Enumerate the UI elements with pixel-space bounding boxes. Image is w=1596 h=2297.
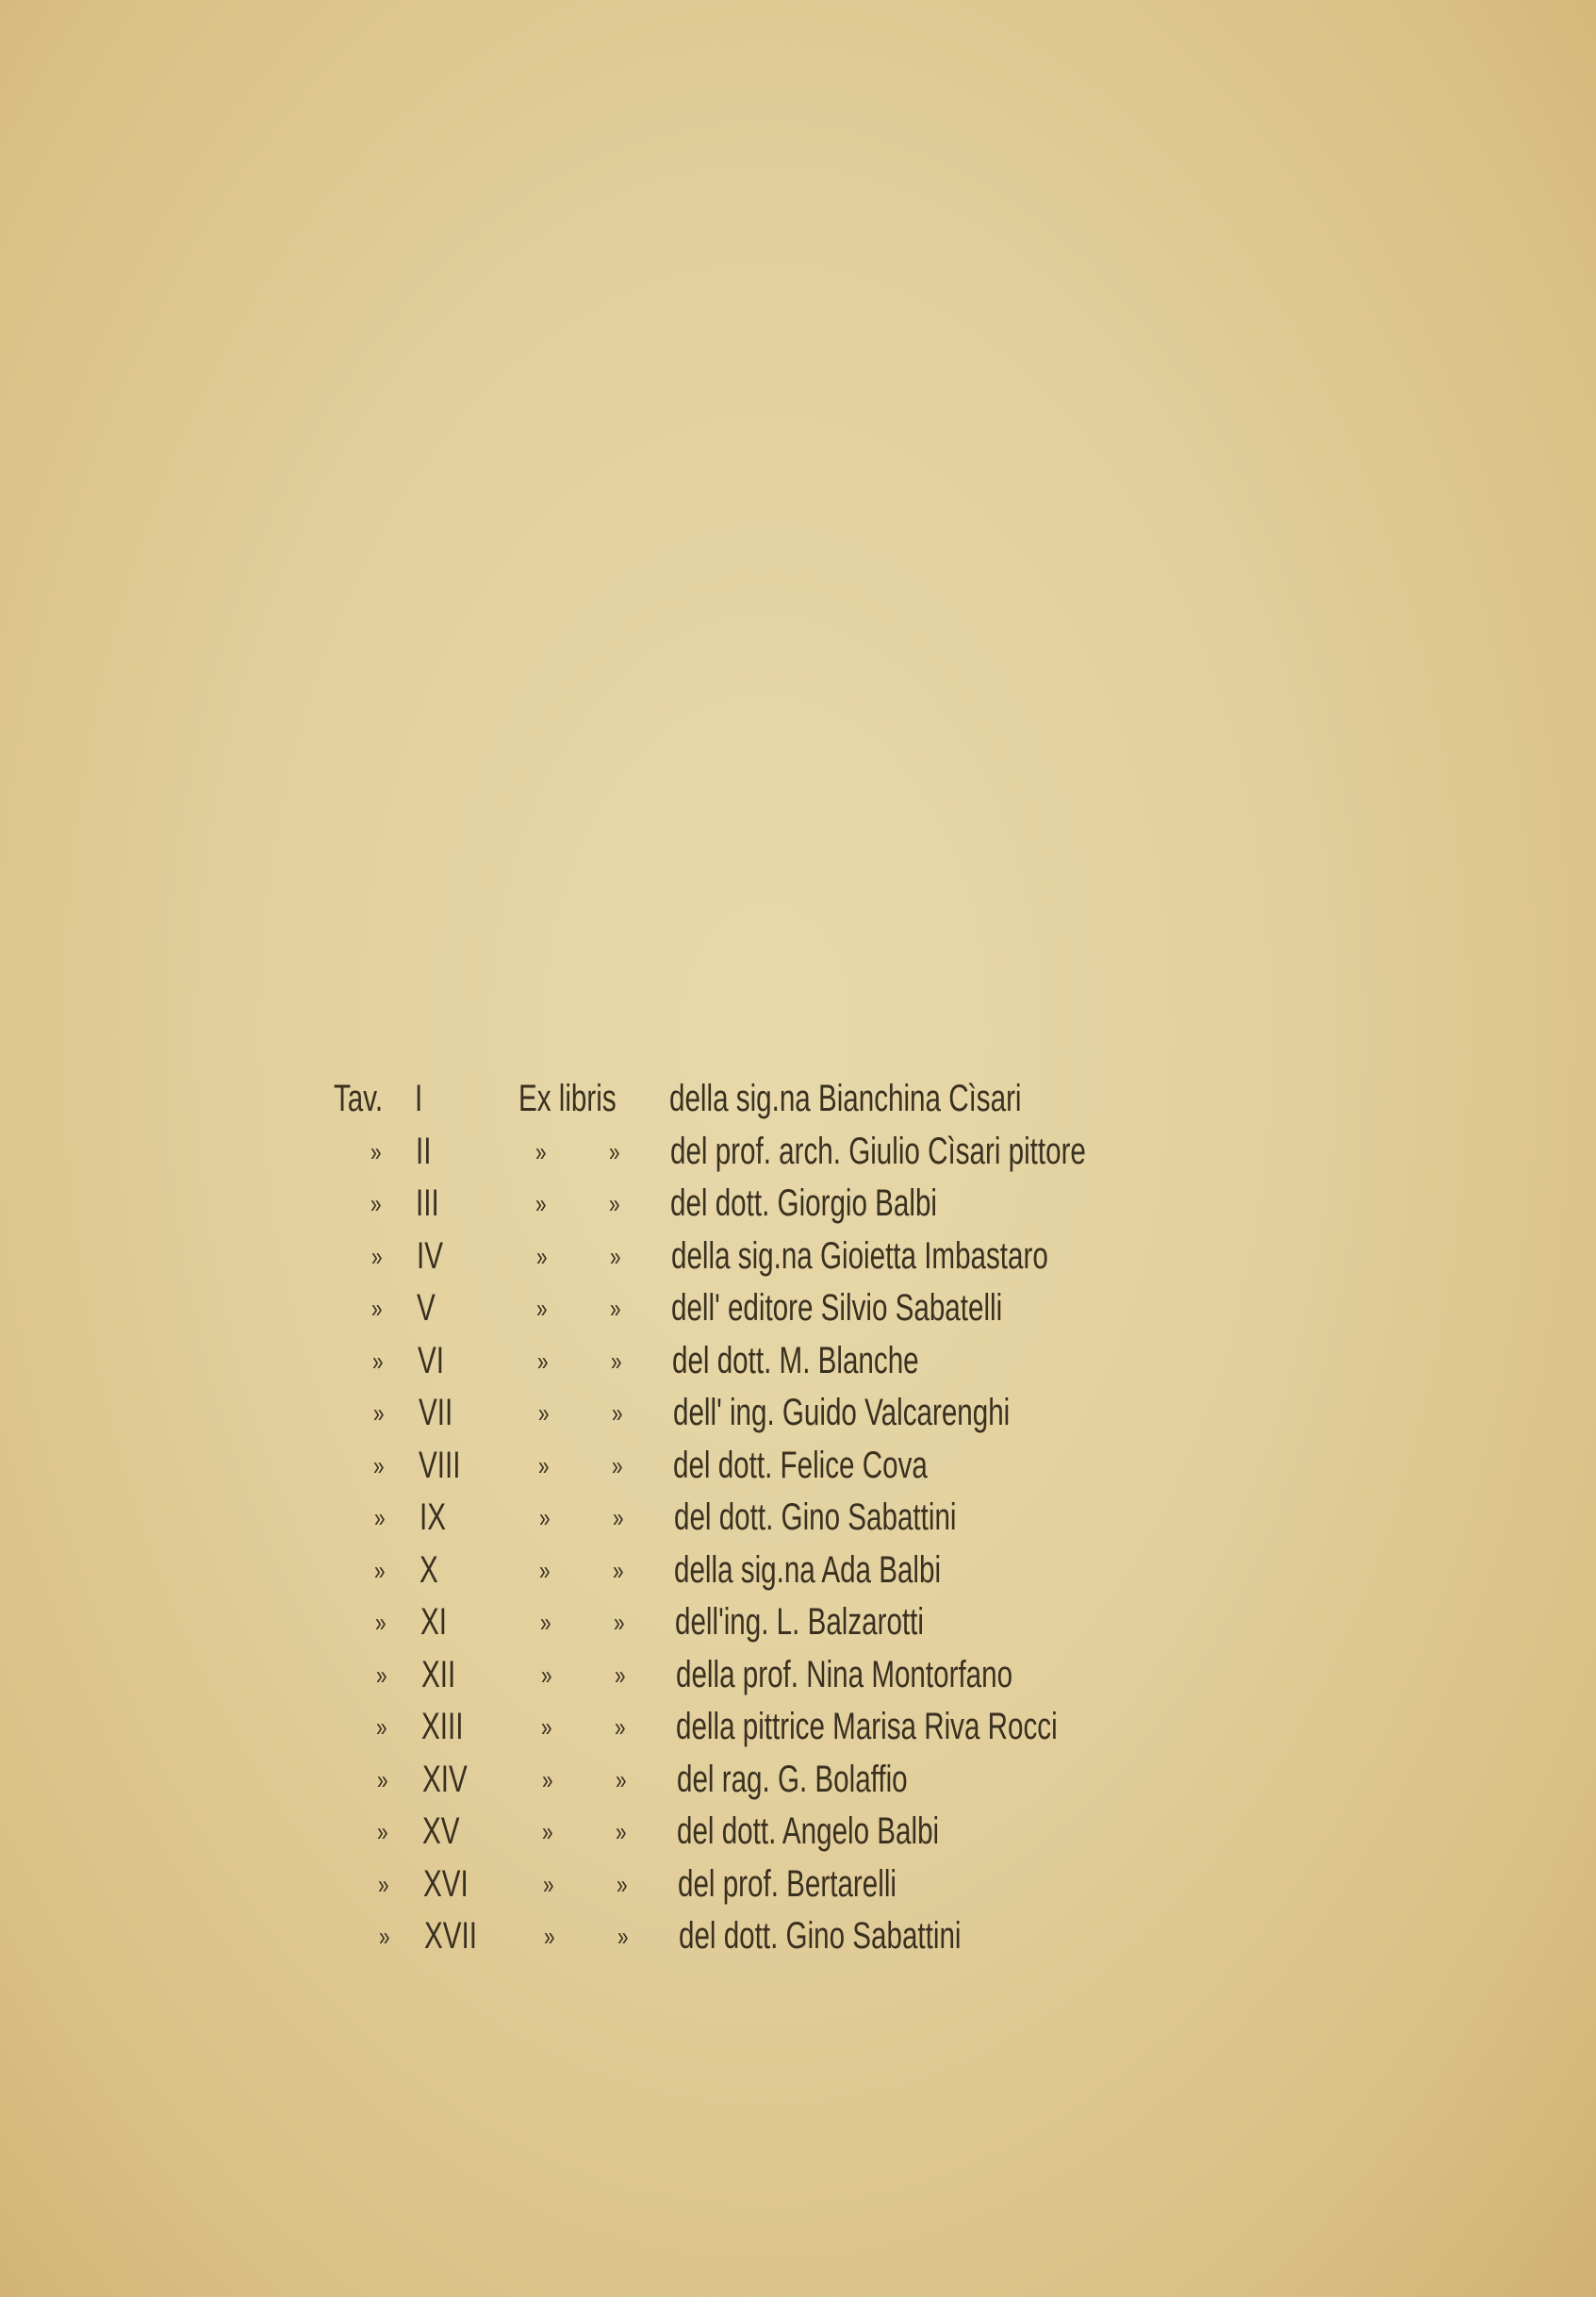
ditto-mark: »: [372, 1346, 384, 1376]
owner-description: del dott. Giorgio Balbi: [670, 1182, 938, 1224]
ditto-mark: »: [609, 1189, 620, 1218]
ditto-mark: »: [609, 1136, 620, 1166]
plate-number: IV: [417, 1234, 443, 1277]
ditto-mark: »: [610, 1294, 621, 1323]
owner-description: dell' ing. Guido Valcarenghi: [673, 1392, 1011, 1433]
ditto-mark: »: [536, 1294, 548, 1323]
plate-number: II: [416, 1130, 432, 1172]
ditto-mark: »: [612, 1398, 623, 1428]
ditto-mark: »: [617, 1922, 629, 1951]
plate-number: VII: [419, 1392, 453, 1433]
ditto-mark: »: [617, 1869, 628, 1899]
ditto-mark: »: [615, 1712, 626, 1742]
owner-description: della sig.na Gioietta Imbastaro: [671, 1234, 1048, 1277]
ditto-mark: »: [613, 1555, 624, 1585]
owner-description: del rag. G. Bolaffio: [677, 1758, 908, 1800]
ditto-mark: »: [541, 1660, 552, 1690]
ditto-mark: »: [538, 1450, 550, 1480]
owner-description: del prof. arch. Giulio Cìsari pittore: [670, 1130, 1086, 1172]
owner-description: del dott. Angelo Balbi: [677, 1810, 940, 1852]
ditto-mark: »: [373, 1450, 385, 1480]
ditto-mark: »: [537, 1346, 549, 1376]
ditto-mark: »: [543, 1869, 554, 1899]
ditto-mark: »: [616, 1817, 627, 1846]
ditto-mark: »: [539, 1555, 551, 1585]
plate-number: XIII: [421, 1706, 464, 1747]
owner-description: del dott. Gino Sabattini: [674, 1496, 957, 1538]
owner-description: della sig.na Bianchina Cìsari: [669, 1078, 1022, 1119]
plate-number: XII: [421, 1653, 456, 1695]
ditto-mark: »: [614, 1608, 625, 1637]
plate-number: XV: [422, 1810, 460, 1852]
ditto-mark: »: [370, 1136, 382, 1166]
plate-number: IX: [420, 1496, 446, 1538]
owner-description: della pittrice Marisa Riva Rocci: [676, 1706, 1058, 1747]
ditto-mark: »: [377, 1817, 388, 1846]
ditto-mark: »: [612, 1450, 623, 1480]
plate-number: V: [417, 1287, 436, 1329]
ditto-mark: »: [535, 1136, 547, 1166]
ditto-mark: »: [613, 1503, 624, 1532]
plate-number: XI: [420, 1601, 447, 1643]
owner-description: dell' editore Silvio Sabatelli: [671, 1287, 1003, 1329]
plate-number: XVI: [423, 1862, 469, 1905]
ditto-mark: »: [615, 1660, 626, 1690]
ditto-mark: »: [374, 1555, 386, 1585]
plate-number: X: [420, 1548, 438, 1591]
plate-number: XIV: [422, 1758, 468, 1800]
owner-description: della prof. Nina Montorfano: [676, 1653, 1013, 1695]
ditto-mark: »: [541, 1712, 552, 1742]
ditto-mark: »: [370, 1189, 382, 1218]
ditto-mark: »: [540, 1608, 551, 1637]
ditto-mark: »: [378, 1869, 389, 1899]
ditto-mark: »: [375, 1608, 387, 1637]
owner-description: dell'ing. L. Balzarotti: [675, 1601, 924, 1643]
plate-number: III: [416, 1182, 439, 1224]
owner-description: del dott. M. Blanche: [672, 1339, 919, 1381]
owner-description: del prof. Bertarelli: [678, 1862, 897, 1905]
ditto-mark: »: [377, 1764, 388, 1794]
ditto-mark: »: [610, 1241, 621, 1271]
plate-number: I: [415, 1078, 423, 1119]
plate-number: VI: [418, 1339, 444, 1381]
owner-description: della sig.na Ada Balbi: [674, 1548, 942, 1591]
ditto-mark: »: [542, 1764, 553, 1794]
ditto-mark: »: [616, 1764, 627, 1794]
ditto-mark: »: [376, 1660, 387, 1690]
ditto-mark: »: [544, 1922, 555, 1951]
ditto-mark: »: [536, 1241, 548, 1271]
ditto-mark: »: [611, 1346, 622, 1376]
ditto-mark: »: [371, 1241, 383, 1271]
ditto-mark: »: [374, 1503, 386, 1532]
ditto-mark: »: [535, 1189, 547, 1218]
ditto-mark: »: [371, 1294, 383, 1323]
ditto-mark: »: [542, 1817, 553, 1846]
plate-number: XVII: [424, 1915, 477, 1957]
owner-description: del dott. Felice Cova: [673, 1444, 928, 1486]
ditto-mark: »: [539, 1503, 551, 1532]
owner-description: del dott. Gino Sabattini: [679, 1915, 962, 1957]
ditto-mark: »: [373, 1398, 385, 1428]
ditto-mark: »: [379, 1922, 390, 1951]
plate-number: VIII: [419, 1444, 461, 1486]
ex-libris-label: Ex libris: [518, 1078, 617, 1119]
plate-label: Tav.: [334, 1078, 384, 1119]
ditto-mark: »: [376, 1712, 387, 1742]
ditto-mark: »: [538, 1398, 550, 1428]
